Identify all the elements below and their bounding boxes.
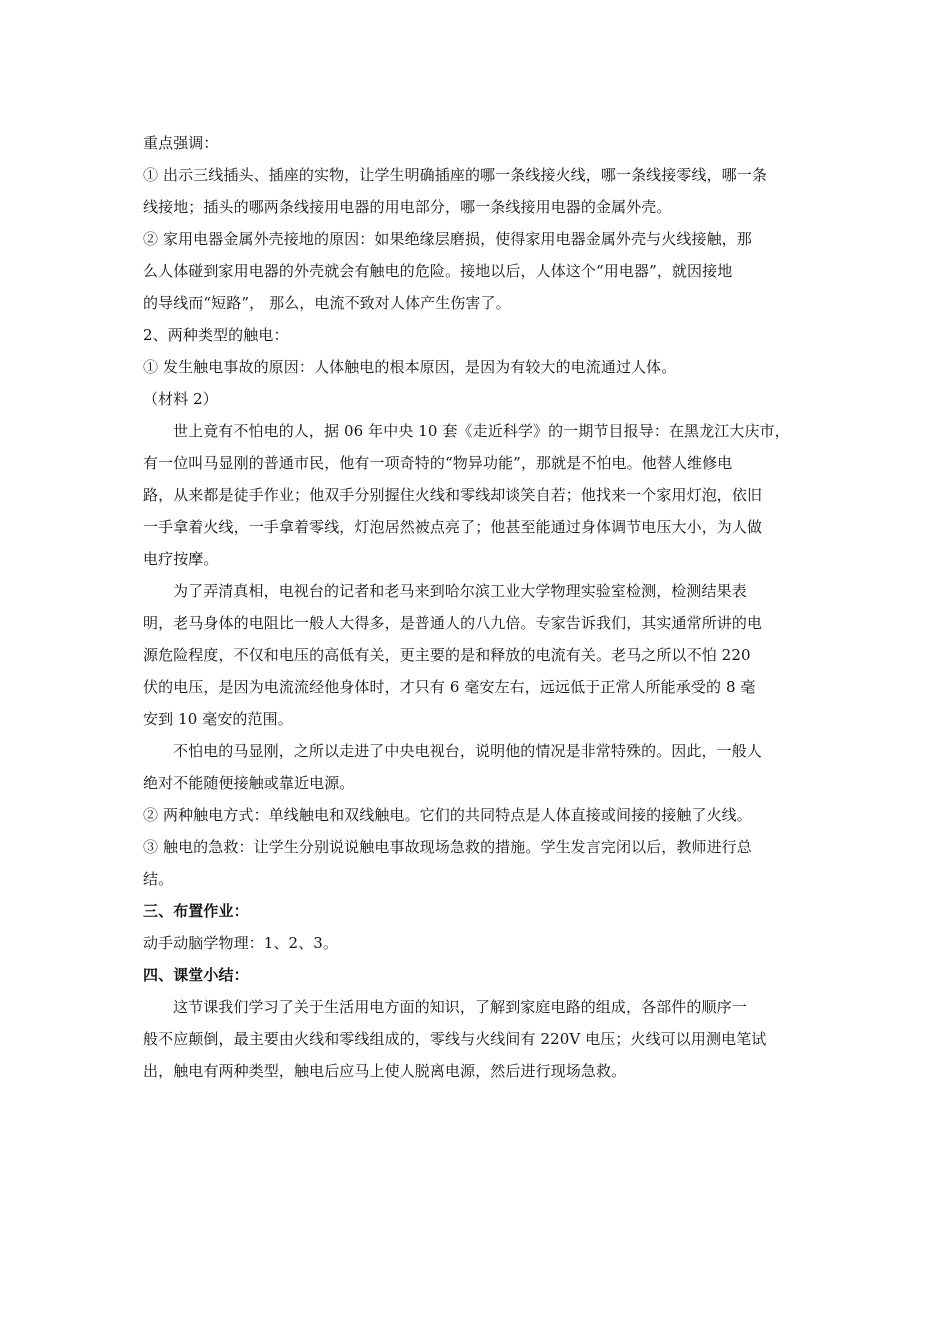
paragraph-line: 线接地；插头的哪两条线接用电器的用电部分，哪一条线接用电器的金属外壳。 xyxy=(143,198,672,216)
paragraph-line: ③ 触电的急救：让学生分别说说触电事故现场急救的措施。学生发言完闭以后，教师进行总 xyxy=(143,838,752,856)
paragraph-line: 么人体碰到家用电器的外壳就会有触电的危险。接地以后，人体这个“用电器”，就因接地 xyxy=(143,262,733,280)
paragraph-line: 结。 xyxy=(143,870,174,888)
paragraph-line: ② 家用电器金属外壳接地的原因：如果绝缘层磨损，使得家用电器金属外壳与火线接触，那 xyxy=(143,230,752,248)
paragraph-line: 为了弄清真相，电视台的记者和老马来到哈尔滨工业大学物理实验室检测，检测结果表 xyxy=(173,582,747,600)
section-heading: 四、课堂小结： xyxy=(143,966,249,984)
paragraph-line: 电疗按摩。 xyxy=(143,550,219,568)
paragraph-line: 这节课我们学习了关于生活用电方面的知识，了解到家庭电路的组成，各部件的顺序一 xyxy=(173,998,747,1016)
paragraph-line: ② 两种触电方式：单线触电和双线触电。它们的共同特点是人体直接或间接的接触了火线。 xyxy=(143,806,752,824)
paragraph-line: 世上竟有不怕电的人，据 06 年中央 10 套《走近科学》的一期节目报导：在黑龙江大庆市， xyxy=(173,422,790,440)
document-page xyxy=(143,127,813,1087)
section-heading: 重点强调： xyxy=(143,134,219,152)
paragraph-line: 有一位叫马显刚的普通市民，他有一项奇特的“物异功能”，那就是不怕电。他替人维修电 xyxy=(143,454,733,472)
paragraph-line: 安到 10 毫安的范围。 xyxy=(143,710,293,728)
section-heading: 2、两种类型的触电： xyxy=(143,326,289,344)
paragraph-line: 伏的电压，是因为电流流经他身体时，才只有 6 毫安左右，远远低于正常人所能承受的 8 毫 xyxy=(143,678,756,696)
paragraph-line: 动手动脑学物理：1、2、3。 xyxy=(143,934,339,952)
paragraph-line: ① 发生触电事故的原因：人体触电的根本原因，是因为有较大的电流通过人体。 xyxy=(143,358,677,376)
paragraph-line: 源危险程度，不仅和电压的高低有关，更主要的是和释放的电流有关。老马之所以不怕 220 xyxy=(143,646,751,664)
paragraph-line: 般不应颠倒，最主要由火线和零线组成的，零线与火线间有 220V 电压；火线可以用测电笔试 xyxy=(143,1030,767,1048)
paragraph-line: ① 出示三线插头、插座的实物，让学生明确插座的哪一条线接火线，哪一条线接零线，哪一条 xyxy=(143,166,767,184)
paragraph-line: 出，触电有两种类型，触电后应马上使人脱离电源，然后进行现场急救。 xyxy=(143,1062,627,1080)
paragraph-line: 的导线而“短路”， 那么，电流不致对人体产生伤害了。 xyxy=(143,294,511,312)
material-label: （材料 2） xyxy=(143,390,218,408)
paragraph-line: 绝对不能随便接触或靠近电源。 xyxy=(143,774,355,792)
section-heading: 三、布置作业： xyxy=(143,902,249,920)
paragraph-line: 路，从来都是徒手作业；他双手分别握住火线和零线却谈笑自若；他找来一个家用灯泡，依旧 xyxy=(143,486,763,504)
paragraph-line: 明，老马身体的电阻比一般人大得多，是普通人的八九倍。专家告诉我们，其实通常所讲的电 xyxy=(143,614,763,632)
paragraph-line: 一手拿着火线，一手拿着零线，灯泡居然被点亮了；他甚至能通过身体调节电压大小，为人做 xyxy=(143,518,763,536)
paragraph-line: 不怕电的马显刚，之所以走进了中央电视台，说明他的情况是非常特殊的。因此，一般人 xyxy=(173,742,762,760)
